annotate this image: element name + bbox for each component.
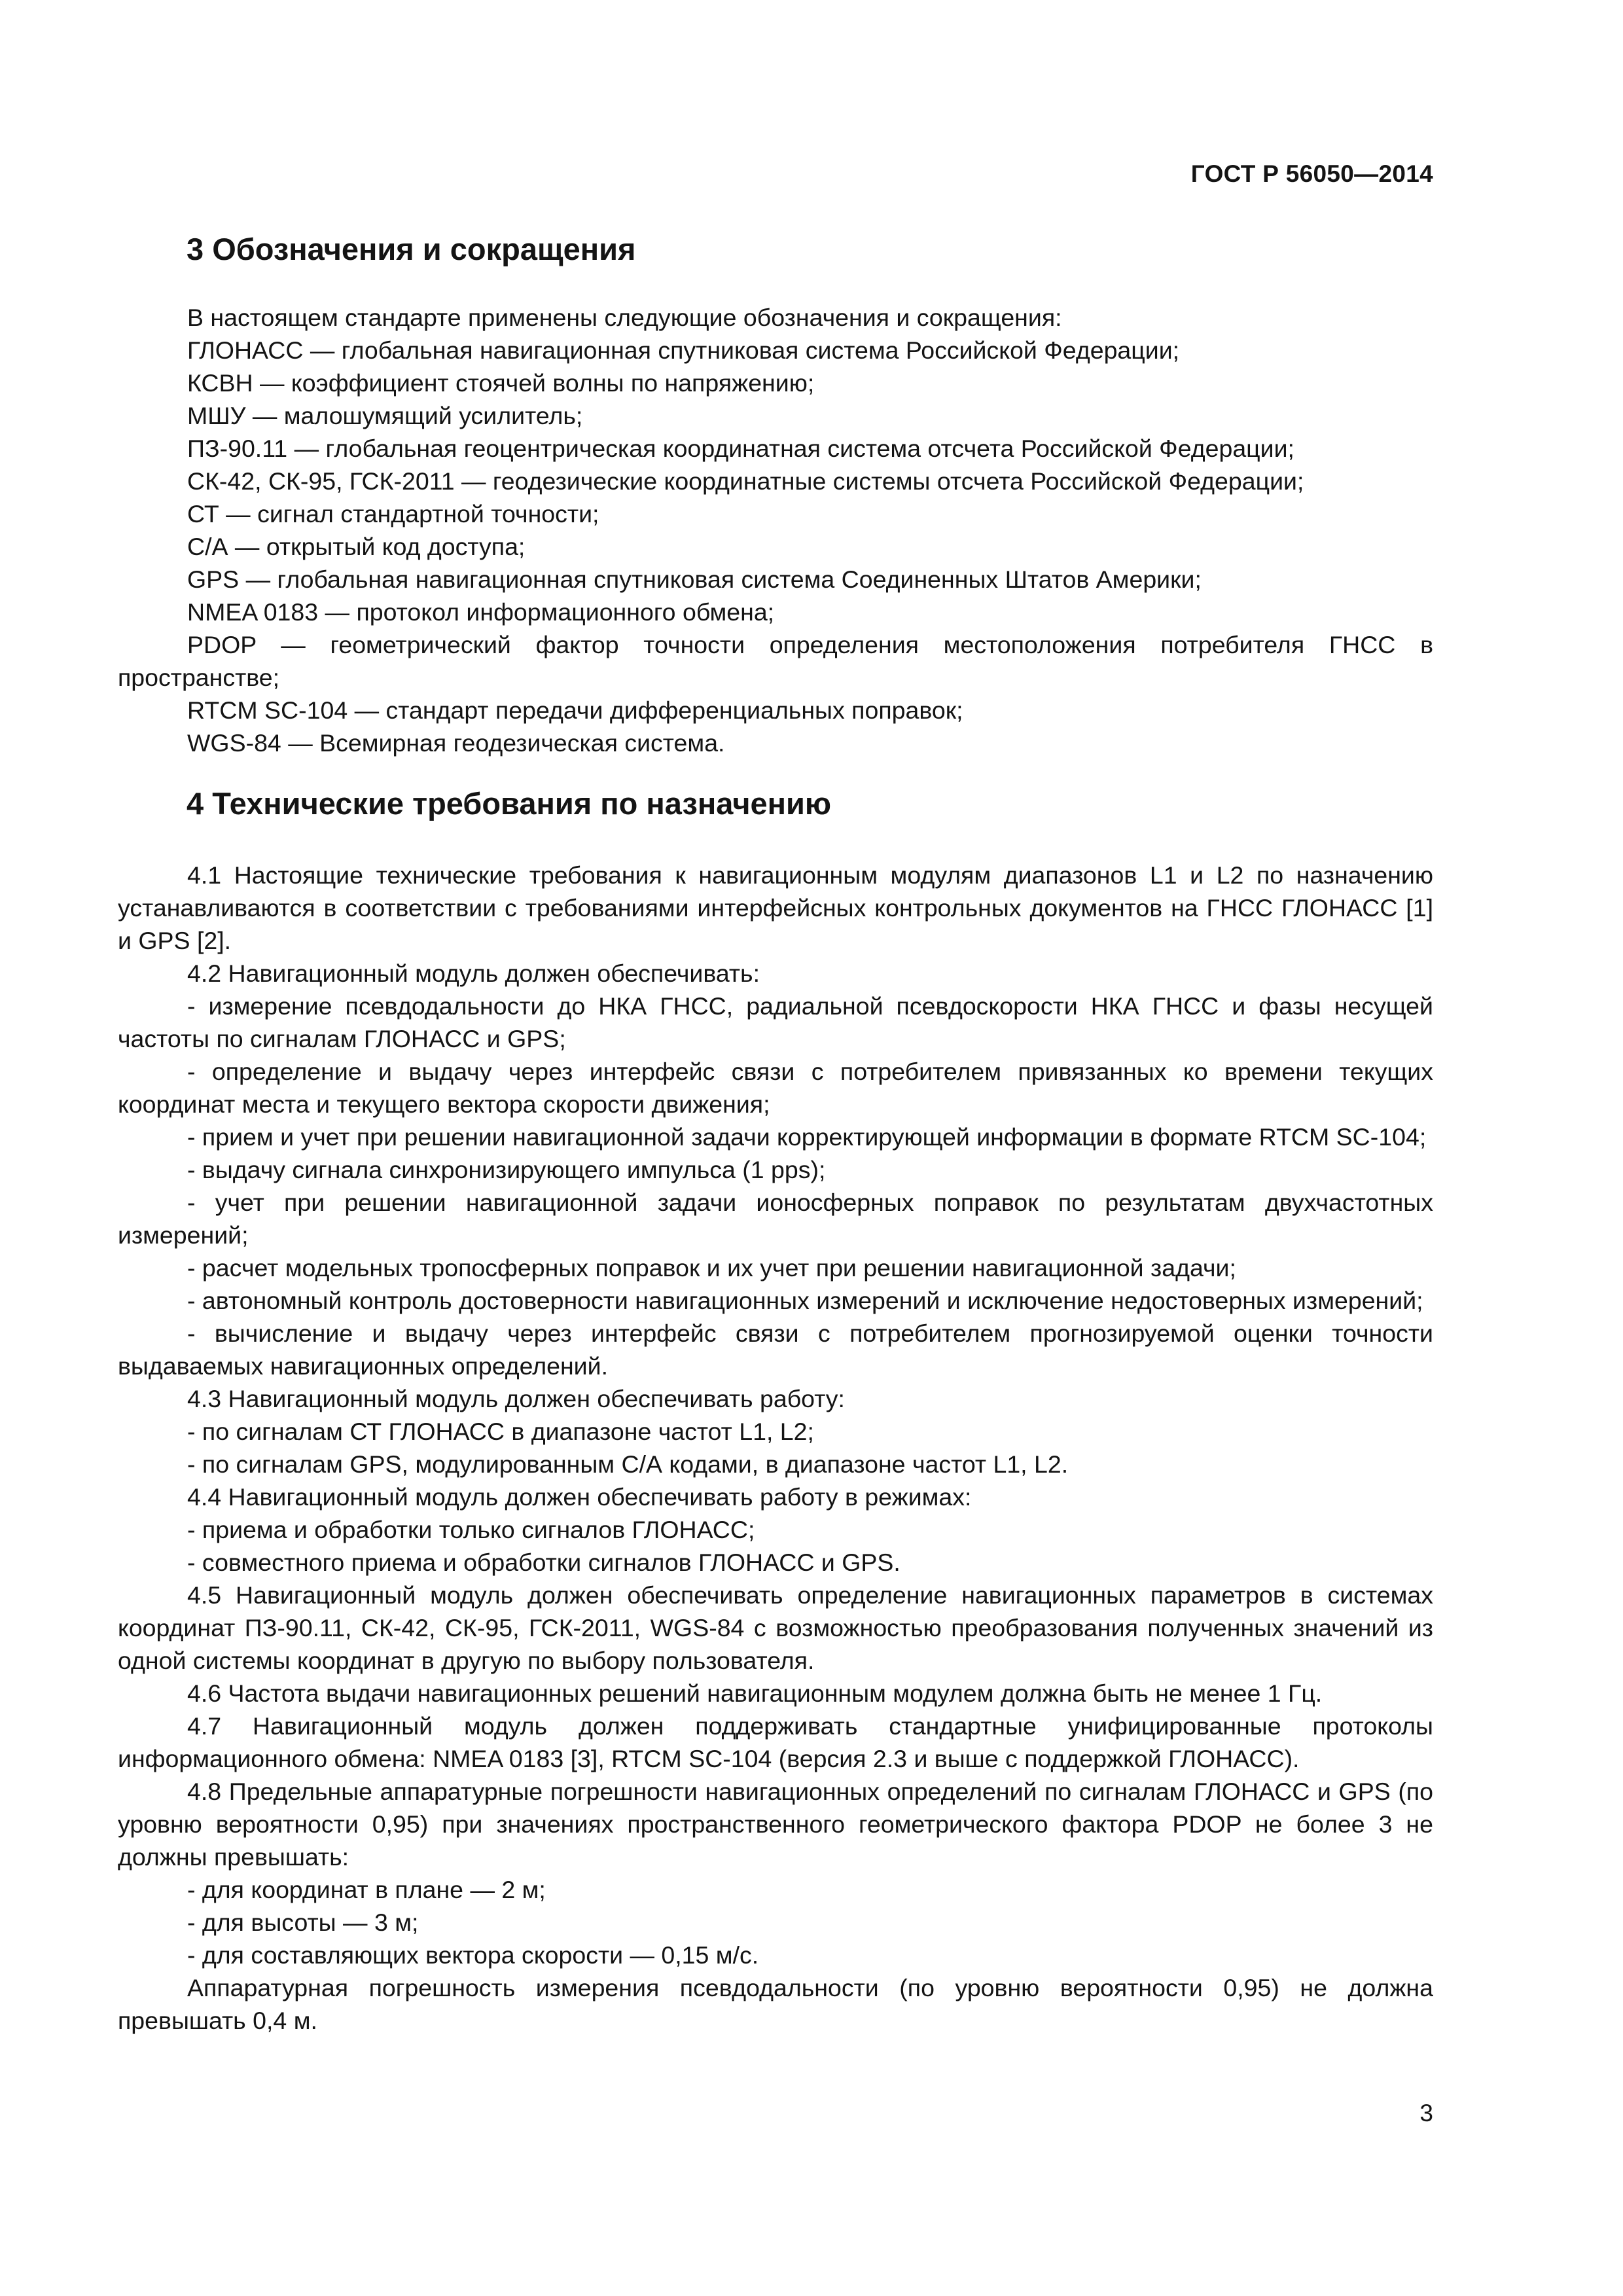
list-item: - по сигналам СТ ГЛОНАСС в диапазоне частот L1, L2; <box>187 1418 814 1445</box>
clause-4-5: 4.5 Навигационный модуль должен обеспечивать определение навигационных параметров в системах координат ПЗ-90.11, СК-42, СК-95, ГСК-2011, WGS-84 с возможностью преобразования полученных значений из одной системы координат в другую по выбору пользователя. <box>118 1581 1433 1674</box>
document-page <box>118 0 1433 2296</box>
abbreviation-item: RTCM SC-104 — стандарт передачи дифференциальных поправок; <box>187 696 963 724</box>
abbreviation-item: МШУ — малошумящий усилитель; <box>187 402 583 429</box>
clause-4-6: 4.6 Частота выдачи навигационных решений навигационным модулем должна быть не менее 1 Гц. <box>187 1679 1323 1707</box>
clause-4-8: 4.8 Предельные аппаратурные погрешности навигационных определений по сигналам ГЛОНАСС и GPS (по уровню вероятности 0,95) при значениях пространственного геометрического фактора PDOP не более 3 не должны превышать: <box>118 1778 1433 1871</box>
clause-4-3: 4.3 Навигационный модуль должен обеспечивать работу: <box>187 1385 845 1412</box>
clause-4-2: 4.2 Навигационный модуль должен обеспечивать: <box>187 960 760 987</box>
list-item: - приема и обработки только сигналов ГЛОНАСС; <box>187 1516 755 1543</box>
abbreviation-item: ГЛОНАСС — глобальная навигационная спутниковая система Российской Федерации; <box>187 336 1180 364</box>
abbreviation-item: С/А — открытый код доступа; <box>187 533 526 560</box>
list-item: - совместного приема и обработки сигналов ГЛОНАСС и GPS. <box>187 1549 901 1576</box>
abbreviation-item: WGS-84 — Всемирная геодезическая система. <box>187 729 725 757</box>
section-3-body <box>118 301 1433 759</box>
list-item: - выдачу сигнала синхронизирующего импульса (1 pps); <box>187 1156 826 1183</box>
list-item: - расчет модельных тропосферных поправок и их учет при решении навигационной задачи; <box>187 1254 1236 1282</box>
list-item: - измерение псевдодальности до НКА ГНСС, радиальной псевдоскорости НКА ГНСС и фазы несущей частоты по сигналам ГЛОНАСС и GPS; <box>118 992 1433 1052</box>
section-4-body <box>118 859 1433 2037</box>
abbreviation-item: КСВН — коэффициент стоячей волны по напряжению; <box>187 369 815 397</box>
page-number: 3 <box>1419 2100 1433 2126</box>
abbreviation-item: СК-42, СК-95, ГСК-2011 — геодезические координатные системы отсчета Российской Федерации; <box>187 467 1304 495</box>
abbreviation-item: СТ — сигнал стандартной точности; <box>187 500 599 528</box>
list-item: - вычисление и выдачу через интерфейс связи с потребителем прогнозируемой оценки точности выдаваемых навигационных определений. <box>118 1319 1433 1380</box>
list-item: - для высоты — 3 м; <box>187 1909 419 1936</box>
list-item: - прием и учет при решении навигационной задачи корректирующей информации в формате RTCM SC-104; <box>187 1123 1427 1151</box>
section-3-title: 3 Обозначения и сокращения <box>187 232 636 266</box>
abbreviation-item: NMEA 0183 — протокол информационного обмена; <box>187 598 775 626</box>
section-4-title: 4 Технические требования по назначению <box>187 786 832 821</box>
list-item: - автономный контроль достоверности навигационных измерений и исключение недостоверных измерений; <box>187 1287 1423 1314</box>
section-3-intro: В настоящем стандарте применены следующие обозначения и сокращения: <box>187 304 1062 331</box>
abbreviation-item: GPS — глобальная навигационная спутниковая система Соединенных Штатов Америки; <box>187 565 1202 593</box>
list-item: - для координат в плане — 2 м; <box>187 1876 546 1903</box>
clause-4-1: 4.1 Настоящие технические требования к навигационным модулям диапазонов L1 и L2 по назначению устанавливаются в соответствии с требованиями интерфейсных контрольных документов на ГНСС ГЛОНАСС [1] и GPS [2]. <box>118 861 1433 954</box>
clause-4-8-note: Аппаратурная погрешность измерения псевдодальности (по уровню вероятности 0,95) не должна превышать 0,4 м. <box>118 1974 1433 2034</box>
list-item: - учет при решении навигационной задачи ионосферных поправок по результатам двухчастотных измерений; <box>118 1189 1433 1249</box>
abbreviation-item: ПЗ-90.11 — глобальная геоцентрическая координатная система отсчета Российской Федерации; <box>187 435 1294 462</box>
clause-4-4: 4.4 Навигационный модуль должен обеспечивать работу в режимах: <box>187 1483 972 1511</box>
abbreviation-item: PDOP — геометрический фактор точности определения местоположения потребителя ГНСС в пространстве; <box>118 631 1433 691</box>
document-number: ГОСТ Р 56050—2014 <box>1190 160 1433 187</box>
list-item: - определение и выдачу через интерфейс связи с потребителем привязанных ко времени текущих координат места и текущего вектора скорости движения; <box>118 1058 1433 1118</box>
list-item: - для составляющих вектора скорости — 0,15 м/с. <box>187 1941 759 1969</box>
list-item: - по сигналам GPS, модулированным С/А кодами, в диапазоне частот L1, L2. <box>187 1450 1069 1478</box>
clause-4-7: 4.7 Навигационный модуль должен поддерживать стандартные унифицированные протоколы информационного обмена: NMEA 0183 [3], RTCM SC-104 (версия 2.3 и выше с поддержкой ГЛОНАСС). <box>118 1712 1433 1772</box>
